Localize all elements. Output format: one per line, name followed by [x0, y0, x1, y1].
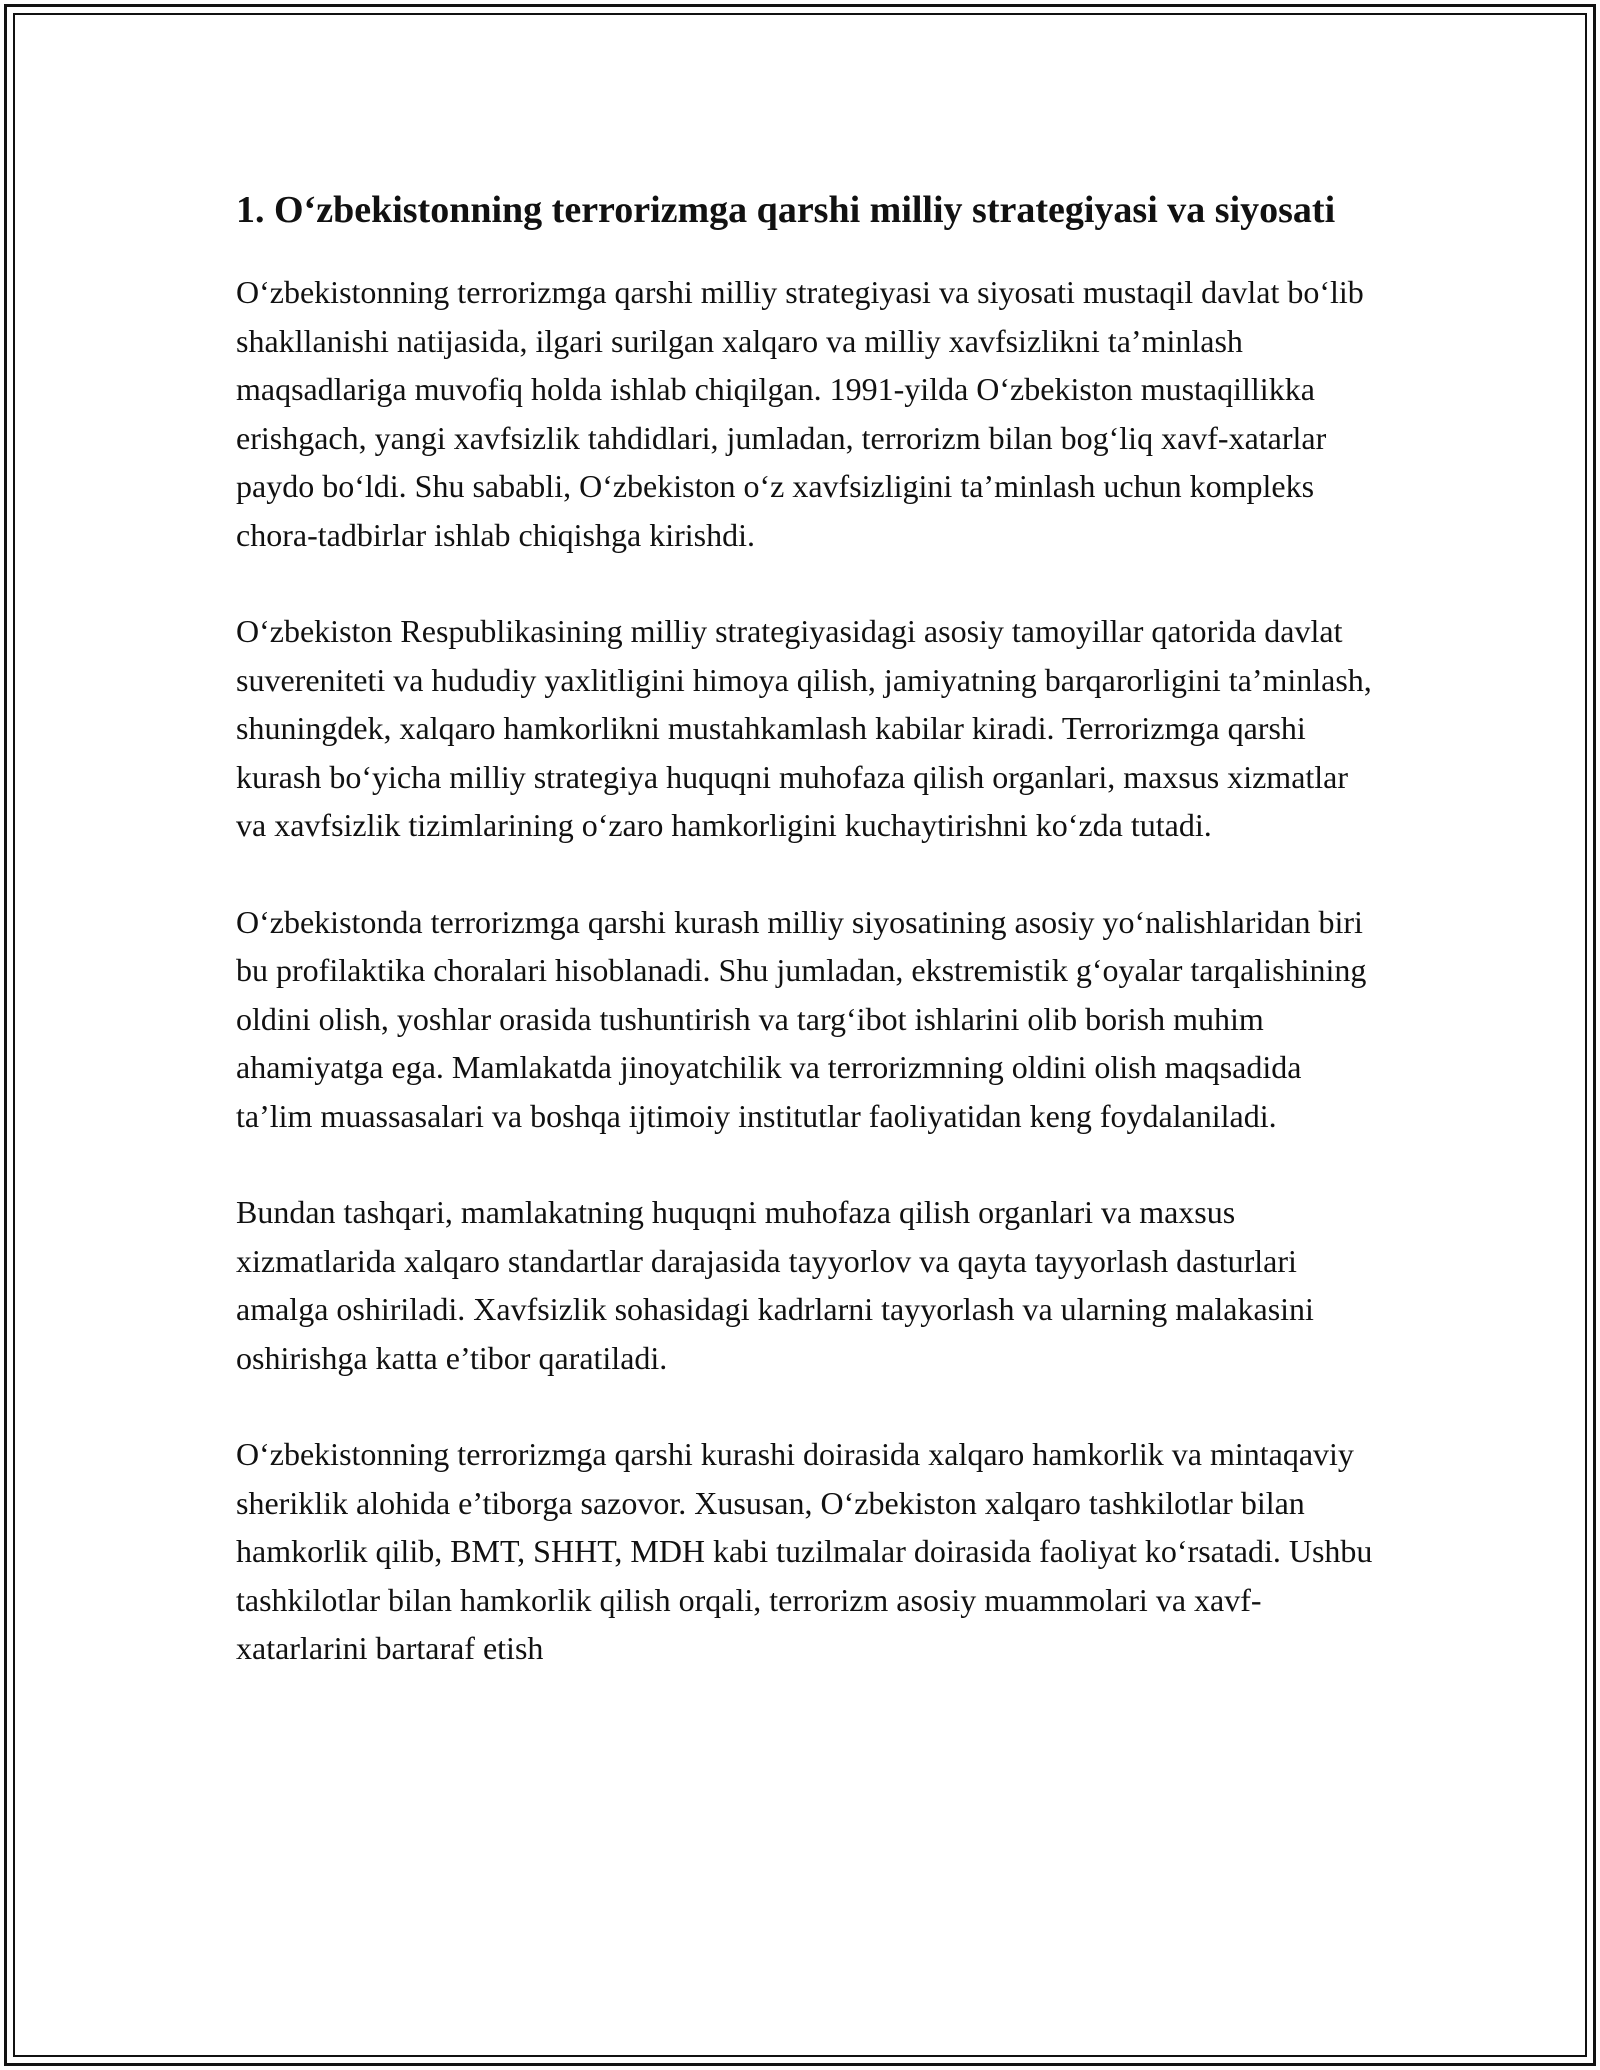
paragraph-3: O‘zbekistonda terrorizmga qarshi kurash milliy siyosatining asosiy yo‘nalishlaridan biri bu profilaktika choralari hisoblanadi. Shu jumladan, ekstremistik g‘oyalar tarqalishining oldini olish, yoshlar orasida tushuntirish va targ‘ibot ishlarini olib borish muhim ahamiyatga ega. Mamlakatda jinoyatchilik va terrorizmning oldini olish maqsadida ta’lim muassasalari va boshqa ijtimoiy institutlar faoliyatidan keng foydalaniladi.: [236, 903, 1367, 1134]
paragraph-2: O‘zbekiston Respublikasining milliy strategiyasidagi asosiy tamoyillar qatorida davlat suvereniteti va hududiy yaxlitligini himoya qilish, jamiyatning barqarorligini ta’minlash, shuningdek, xalqaro hamkorlikni mustahkamlash kabilar kiradi. Terrorizmga qarshi kurash bo‘yicha milliy strategiya huquqni muhofaza qilish organlari, maxsus xizmatlar va xavfsizlik tizimlarining o‘zaro hamkorligini kuchaytirishni ko‘zda tutadi.: [236, 613, 1372, 843]
paragraph-1: O‘zbekistonning terrorizmga qarshi milliy strategiyasi va siyosati mustaqil davlat bo‘lib shakllanishi natijasida, ilgari surilgan xalqaro va milliy xavfsizlikni ta’minlash maqsadlariga muvofiq holda ishlab chiqilgan. 1991-yilda O‘zbekiston mustaqillikka erishgach, yangi xavfsizlik tahdidlari, jumladan, terrorizm bilan bog‘liq xavf-xatarlar paydo bo‘ldi. Shu sababli, O‘zbekiston o‘z xavfsizligini ta’minlash uchun kompleks chora-tadbirlar ishlab chiqishga kirishdi.: [236, 274, 1364, 553]
document-body: [236, 182, 1376, 1673]
paragraph-5: O‘zbekistonning terrorizmga qarshi kurashi doirasida xalqaro hamkorlik va mintaqaviy sheriklik alohida e’tiborga sazovor. Xususan, O‘zbekiston xalqaro tashkilotlar bilan hamkorlik qilib, BMT, SHHT, MDH kabi tuzilmalar doirasida faoliyat ko‘rsatadi. Ushbu tashkilotlar bilan hamkorlik qilish orqali, terrorizm asosiy muammolari va xavf-xatarlarini bartaraf etish: [236, 1436, 1373, 1666]
paragraph-4: Bundan tashqari, mamlakatning huquqni muhofaza qilish organlari va maxsus xizmatlarida xalqaro standartlar darajasida tayyorlov va qayta tayyorlash dasturlari amalga oshiriladi. Xavfsizlik sohasidagi kadrlarni tayyorlash va ularning malakasini oshirishga katta e’tibor qaratiladi.: [236, 1194, 1314, 1376]
section-heading: 1. O‘zbekistonning terrorizmga qarshi milliy strategiyasi va siyosati: [236, 189, 1336, 231]
